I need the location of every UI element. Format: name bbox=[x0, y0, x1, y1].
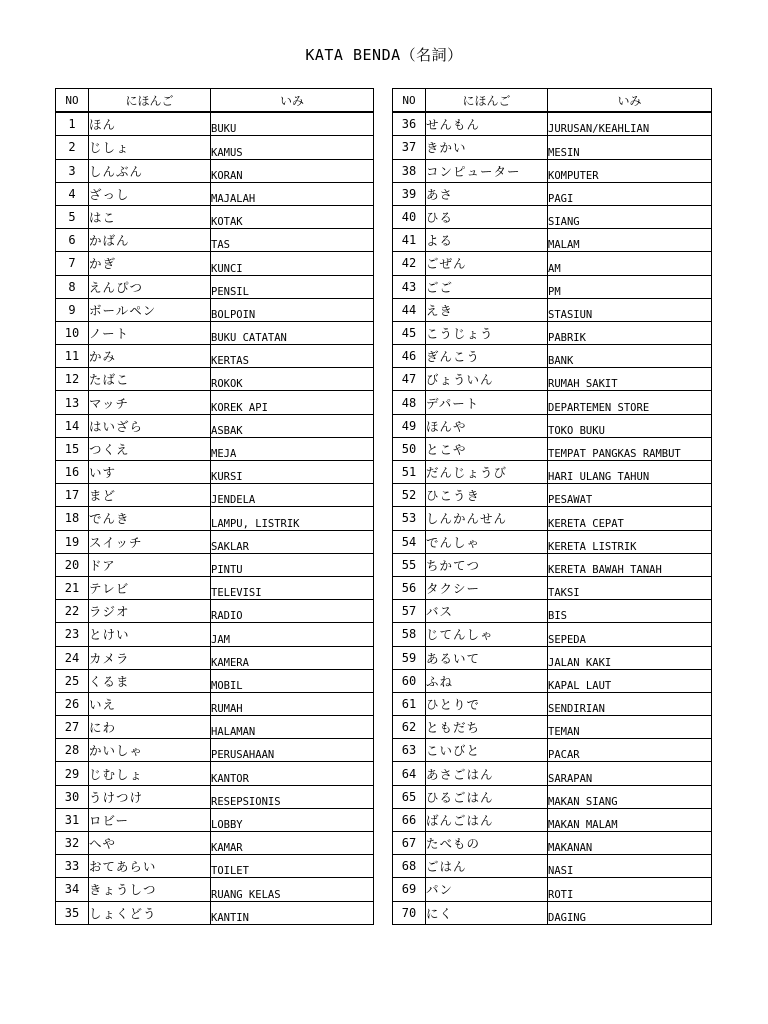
cell-japanese: はこ bbox=[89, 205, 211, 228]
table-row bbox=[393, 414, 712, 437]
cell-japanese: かみ bbox=[89, 345, 211, 368]
cell-meaning: TEMPAT PANGKAS RAMBUT bbox=[548, 437, 712, 460]
table-row bbox=[393, 692, 712, 715]
cell-meaning: NASI bbox=[548, 855, 712, 878]
cell-meaning: PM bbox=[548, 275, 712, 298]
cell-meaning: SARAPAN bbox=[548, 762, 712, 785]
cell-number: 23 bbox=[56, 623, 89, 646]
table-row bbox=[56, 808, 374, 831]
cell-meaning: MEJA bbox=[211, 437, 374, 460]
cell-number: 50 bbox=[393, 437, 426, 460]
table-row bbox=[393, 437, 712, 460]
cell-meaning: PESAWAT bbox=[548, 484, 712, 507]
cell-number: 32 bbox=[56, 832, 89, 855]
cell-number: 57 bbox=[393, 600, 426, 623]
table-row bbox=[56, 298, 374, 321]
cell-japanese: かいしゃ bbox=[89, 739, 211, 762]
cell-meaning: RUMAH SAKIT bbox=[548, 368, 712, 391]
cell-japanese: ひとりで bbox=[426, 692, 548, 715]
table-row bbox=[393, 785, 712, 808]
table-row bbox=[56, 461, 374, 484]
cell-meaning: ASBAK bbox=[211, 414, 374, 437]
cell-japanese: コンピューター bbox=[426, 159, 548, 182]
cell-number: 12 bbox=[56, 368, 89, 391]
cell-number: 58 bbox=[393, 623, 426, 646]
table-row bbox=[393, 136, 712, 159]
cell-number: 11 bbox=[56, 345, 89, 368]
cell-meaning: DAGING bbox=[548, 901, 712, 924]
cell-meaning: PERUSAHAAN bbox=[211, 739, 374, 762]
header-meaning: いみ bbox=[548, 89, 712, 113]
cell-meaning: PABRIK bbox=[548, 321, 712, 344]
table-row bbox=[393, 368, 712, 391]
cell-number: 61 bbox=[393, 692, 426, 715]
cell-japanese: せんもん bbox=[426, 112, 548, 136]
cell-number: 51 bbox=[393, 461, 426, 484]
cell-number: 5 bbox=[56, 205, 89, 228]
cell-japanese: ドア bbox=[89, 553, 211, 576]
table-row bbox=[56, 901, 374, 924]
cell-meaning: TELEVISI bbox=[211, 576, 374, 599]
cell-japanese: かばん bbox=[89, 229, 211, 252]
cell-japanese: あさごはん bbox=[426, 762, 548, 785]
cell-number: 40 bbox=[393, 205, 426, 228]
table-row bbox=[56, 716, 374, 739]
table-row bbox=[393, 112, 712, 136]
table-row bbox=[393, 623, 712, 646]
cell-meaning: ROTI bbox=[548, 878, 712, 901]
table-row bbox=[393, 901, 712, 924]
cell-meaning: HALAMAN bbox=[211, 716, 374, 739]
cell-meaning: MAJALAH bbox=[211, 182, 374, 205]
cell-japanese: えき bbox=[426, 298, 548, 321]
table-row bbox=[393, 484, 712, 507]
cell-meaning: KANTOR bbox=[211, 762, 374, 785]
cell-number: 39 bbox=[393, 182, 426, 205]
cell-meaning: HARI ULANG TAHUN bbox=[548, 461, 712, 484]
cell-japanese: でんしゃ bbox=[426, 530, 548, 553]
cell-meaning: JENDELA bbox=[211, 484, 374, 507]
cell-meaning: PINTU bbox=[211, 553, 374, 576]
table-row bbox=[393, 600, 712, 623]
table-row bbox=[56, 345, 374, 368]
table-row bbox=[393, 808, 712, 831]
cell-japanese: しんかんせん bbox=[426, 507, 548, 530]
cell-number: 29 bbox=[56, 762, 89, 785]
cell-japanese: マッチ bbox=[89, 391, 211, 414]
cell-japanese: ラジオ bbox=[89, 600, 211, 623]
cell-meaning: KERETA LISTRIK bbox=[548, 530, 712, 553]
cell-japanese: しんぶん bbox=[89, 159, 211, 182]
cell-japanese: とこや bbox=[426, 437, 548, 460]
cell-meaning: TOILET bbox=[211, 855, 374, 878]
cell-japanese: つくえ bbox=[89, 437, 211, 460]
table-row bbox=[56, 112, 374, 136]
table-row bbox=[393, 646, 712, 669]
cell-meaning: BUKU bbox=[211, 112, 374, 136]
header-no: NO bbox=[393, 89, 426, 113]
cell-meaning: RADIO bbox=[211, 600, 374, 623]
table-row bbox=[393, 275, 712, 298]
cell-number: 31 bbox=[56, 808, 89, 831]
cell-japanese: よる bbox=[426, 229, 548, 252]
table-row bbox=[56, 484, 374, 507]
cell-number: 27 bbox=[56, 716, 89, 739]
table-row bbox=[393, 553, 712, 576]
cell-meaning: KERETA BAWAH TANAH bbox=[548, 553, 712, 576]
table-row bbox=[56, 692, 374, 715]
cell-number: 48 bbox=[393, 391, 426, 414]
cell-japanese: おてあらい bbox=[89, 855, 211, 878]
table-row bbox=[56, 530, 374, 553]
cell-japanese: にわ bbox=[89, 716, 211, 739]
cell-meaning: KUNCI bbox=[211, 252, 374, 275]
cell-number: 62 bbox=[393, 716, 426, 739]
cell-japanese: ふね bbox=[426, 669, 548, 692]
table-row bbox=[56, 368, 374, 391]
table-row bbox=[56, 437, 374, 460]
cell-japanese: いす bbox=[89, 461, 211, 484]
cell-meaning: JAM bbox=[211, 623, 374, 646]
cell-japanese: じてんしゃ bbox=[426, 623, 548, 646]
cell-number: 10 bbox=[56, 321, 89, 344]
cell-japanese: へや bbox=[89, 832, 211, 855]
cell-japanese: ともだち bbox=[426, 716, 548, 739]
cell-number: 8 bbox=[56, 275, 89, 298]
table-row bbox=[56, 414, 374, 437]
cell-number: 20 bbox=[56, 553, 89, 576]
cell-meaning: TOKO BUKU bbox=[548, 414, 712, 437]
cell-japanese: ひる bbox=[426, 205, 548, 228]
cell-japanese: ばんごはん bbox=[426, 808, 548, 831]
cell-number: 17 bbox=[56, 484, 89, 507]
cell-number: 49 bbox=[393, 414, 426, 437]
table-row bbox=[56, 391, 374, 414]
cell-number: 21 bbox=[56, 576, 89, 599]
cell-japanese: タクシー bbox=[426, 576, 548, 599]
cell-meaning: MOBIL bbox=[211, 669, 374, 692]
table-row bbox=[393, 252, 712, 275]
cell-japanese: うけつけ bbox=[89, 785, 211, 808]
cell-number: 69 bbox=[393, 878, 426, 901]
table-row bbox=[56, 321, 374, 344]
cell-meaning: SENDIRIAN bbox=[548, 692, 712, 715]
cell-number: 3 bbox=[56, 159, 89, 182]
cell-number: 55 bbox=[393, 553, 426, 576]
table-row bbox=[56, 669, 374, 692]
table-row bbox=[56, 229, 374, 252]
table-row bbox=[393, 229, 712, 252]
cell-number: 15 bbox=[56, 437, 89, 460]
table-row bbox=[393, 321, 712, 344]
cell-japanese: ごぜん bbox=[426, 252, 548, 275]
cell-japanese: スイッチ bbox=[89, 530, 211, 553]
cell-number: 25 bbox=[56, 669, 89, 692]
cell-number: 22 bbox=[56, 600, 89, 623]
cell-meaning: STASIUN bbox=[548, 298, 712, 321]
table-row bbox=[56, 182, 374, 205]
cell-number: 47 bbox=[393, 368, 426, 391]
cell-japanese: バス bbox=[426, 600, 548, 623]
cell-japanese: あるいて bbox=[426, 646, 548, 669]
table-row bbox=[56, 832, 374, 855]
vocab-table-left-body bbox=[56, 112, 374, 924]
cell-meaning: MAKANAN bbox=[548, 832, 712, 855]
cell-meaning: BOLPOIN bbox=[211, 298, 374, 321]
cell-meaning: RUMAH bbox=[211, 692, 374, 715]
cell-japanese: パン bbox=[426, 878, 548, 901]
cell-meaning: MAKAN SIANG bbox=[548, 785, 712, 808]
cell-number: 64 bbox=[393, 762, 426, 785]
cell-number: 63 bbox=[393, 739, 426, 762]
cell-japanese: テレビ bbox=[89, 576, 211, 599]
cell-meaning: JALAN KAKI bbox=[548, 646, 712, 669]
table-row bbox=[56, 762, 374, 785]
cell-number: 33 bbox=[56, 855, 89, 878]
cell-number: 46 bbox=[393, 345, 426, 368]
cell-japanese: ひるごはん bbox=[426, 785, 548, 808]
cell-meaning: ROKOK bbox=[211, 368, 374, 391]
cell-meaning: MAKAN MALAM bbox=[548, 808, 712, 831]
cell-japanese: ごご bbox=[426, 275, 548, 298]
table-row bbox=[56, 252, 374, 275]
cell-number: 16 bbox=[56, 461, 89, 484]
cell-meaning: KAMAR bbox=[211, 832, 374, 855]
cell-number: 28 bbox=[56, 739, 89, 762]
cell-meaning: KERETA CEPAT bbox=[548, 507, 712, 530]
cell-japanese: ちかてつ bbox=[426, 553, 548, 576]
cell-number: 9 bbox=[56, 298, 89, 321]
cell-japanese: きょうしつ bbox=[89, 878, 211, 901]
table-row bbox=[393, 345, 712, 368]
page-title: KATA BENDA（名詞） bbox=[305, 46, 463, 64]
cell-meaning: SAKLAR bbox=[211, 530, 374, 553]
cell-japanese: にく bbox=[426, 901, 548, 924]
cell-meaning: KOREK API bbox=[211, 391, 374, 414]
cell-meaning: JURUSAN/KEAHLIAN bbox=[548, 112, 712, 136]
table-row bbox=[393, 878, 712, 901]
table-row bbox=[56, 623, 374, 646]
cell-japanese: かぎ bbox=[89, 252, 211, 275]
cell-meaning: LAMPU, LISTRIK bbox=[211, 507, 374, 530]
cell-meaning: DEPARTEMEN STORE bbox=[548, 391, 712, 414]
cell-meaning: PAGI bbox=[548, 182, 712, 205]
table-row bbox=[393, 507, 712, 530]
cell-number: 36 bbox=[393, 112, 426, 136]
cell-japanese: じしょ bbox=[89, 136, 211, 159]
table-row bbox=[56, 600, 374, 623]
cell-japanese: あさ bbox=[426, 182, 548, 205]
cell-number: 37 bbox=[393, 136, 426, 159]
cell-japanese: たばこ bbox=[89, 368, 211, 391]
table-row bbox=[56, 878, 374, 901]
cell-meaning: AM bbox=[548, 252, 712, 275]
cell-number: 14 bbox=[56, 414, 89, 437]
table-row bbox=[393, 159, 712, 182]
table-row bbox=[56, 275, 374, 298]
cell-number: 66 bbox=[393, 808, 426, 831]
table-row bbox=[56, 785, 374, 808]
cell-number: 1 bbox=[56, 112, 89, 136]
cell-number: 44 bbox=[393, 298, 426, 321]
table-row bbox=[393, 716, 712, 739]
table-row bbox=[393, 576, 712, 599]
cell-number: 68 bbox=[393, 855, 426, 878]
cell-japanese: ほん bbox=[89, 112, 211, 136]
table-row bbox=[56, 136, 374, 159]
cell-japanese: じむしょ bbox=[89, 762, 211, 785]
vocab-table-right-body bbox=[393, 112, 712, 924]
cell-meaning: PENSIL bbox=[211, 275, 374, 298]
cell-japanese: びょういん bbox=[426, 368, 548, 391]
cell-japanese: ざっし bbox=[89, 182, 211, 205]
header-japanese: にほんご bbox=[426, 89, 548, 113]
table-row bbox=[393, 205, 712, 228]
cell-meaning: MALAM bbox=[548, 229, 712, 252]
cell-meaning: BIS bbox=[548, 600, 712, 623]
cell-meaning: TAS bbox=[211, 229, 374, 252]
cell-meaning: BANK bbox=[548, 345, 712, 368]
cell-meaning: RUANG KELAS bbox=[211, 878, 374, 901]
cell-japanese: ボールペン bbox=[89, 298, 211, 321]
table-row bbox=[393, 855, 712, 878]
cell-japanese: ほんや bbox=[426, 414, 548, 437]
cell-japanese: まど bbox=[89, 484, 211, 507]
cell-meaning: LOBBY bbox=[211, 808, 374, 831]
cell-number: 38 bbox=[393, 159, 426, 182]
cell-japanese: えんぴつ bbox=[89, 275, 211, 298]
cell-number: 56 bbox=[393, 576, 426, 599]
header-japanese: にほんご bbox=[89, 89, 211, 113]
table-row bbox=[56, 576, 374, 599]
cell-japanese: はいざら bbox=[89, 414, 211, 437]
cell-number: 41 bbox=[393, 229, 426, 252]
cell-japanese: しょくどう bbox=[89, 901, 211, 924]
cell-meaning: KAPAL LAUT bbox=[548, 669, 712, 692]
table-row bbox=[56, 553, 374, 576]
table-row bbox=[56, 507, 374, 530]
cell-number: 53 bbox=[393, 507, 426, 530]
cell-number: 54 bbox=[393, 530, 426, 553]
cell-meaning: KURSI bbox=[211, 461, 374, 484]
cell-number: 6 bbox=[56, 229, 89, 252]
cell-number: 2 bbox=[56, 136, 89, 159]
cell-japanese: こいびと bbox=[426, 739, 548, 762]
cell-meaning: KAMUS bbox=[211, 136, 374, 159]
cell-japanese: こうじょう bbox=[426, 321, 548, 344]
table-row bbox=[393, 832, 712, 855]
cell-meaning: KERTAS bbox=[211, 345, 374, 368]
cell-meaning: KOTAK bbox=[211, 205, 374, 228]
cell-number: 30 bbox=[56, 785, 89, 808]
cell-number: 65 bbox=[393, 785, 426, 808]
cell-meaning: PACAR bbox=[548, 739, 712, 762]
cell-japanese: でんき bbox=[89, 507, 211, 530]
table-header-row bbox=[56, 89, 374, 113]
cell-number: 67 bbox=[393, 832, 426, 855]
table-row bbox=[393, 669, 712, 692]
cell-number: 52 bbox=[393, 484, 426, 507]
cell-number: 59 bbox=[393, 646, 426, 669]
cell-meaning: BUKU CATATAN bbox=[211, 321, 374, 344]
cell-meaning: MESIN bbox=[548, 136, 712, 159]
cell-japanese: カメラ bbox=[89, 646, 211, 669]
cell-japanese: きかい bbox=[426, 136, 548, 159]
header-meaning: いみ bbox=[211, 89, 374, 113]
cell-japanese: ひこうき bbox=[426, 484, 548, 507]
cell-japanese: いえ bbox=[89, 692, 211, 715]
table-header-row bbox=[393, 89, 712, 113]
cell-number: 70 bbox=[393, 901, 426, 924]
table-row bbox=[56, 159, 374, 182]
cell-meaning: KAMERA bbox=[211, 646, 374, 669]
cell-japanese: だんじょうび bbox=[426, 461, 548, 484]
cell-japanese: くるま bbox=[89, 669, 211, 692]
table-row bbox=[393, 391, 712, 414]
cell-meaning: KOMPUTER bbox=[548, 159, 712, 182]
cell-number: 35 bbox=[56, 901, 89, 924]
cell-number: 18 bbox=[56, 507, 89, 530]
cell-meaning: TAKSI bbox=[548, 576, 712, 599]
cell-japanese: ぎんこう bbox=[426, 345, 548, 368]
cell-number: 26 bbox=[56, 692, 89, 715]
cell-number: 43 bbox=[393, 275, 426, 298]
cell-number: 19 bbox=[56, 530, 89, 553]
table-row bbox=[393, 762, 712, 785]
header-no: NO bbox=[56, 89, 89, 113]
table-row bbox=[393, 298, 712, 321]
cell-number: 24 bbox=[56, 646, 89, 669]
cell-japanese: デパート bbox=[426, 391, 548, 414]
cell-japanese: ノート bbox=[89, 321, 211, 344]
cell-japanese: たべもの bbox=[426, 832, 548, 855]
cell-japanese: ロビー bbox=[89, 808, 211, 831]
cell-number: 7 bbox=[56, 252, 89, 275]
cell-meaning: SIANG bbox=[548, 205, 712, 228]
cell-number: 13 bbox=[56, 391, 89, 414]
cell-japanese: ごはん bbox=[426, 855, 548, 878]
cell-meaning: TEMAN bbox=[548, 716, 712, 739]
table-row bbox=[56, 646, 374, 669]
cell-meaning: RESEPSIONIS bbox=[211, 785, 374, 808]
vocab-table-left bbox=[55, 88, 374, 925]
cell-japanese: とけい bbox=[89, 623, 211, 646]
table-row bbox=[393, 182, 712, 205]
table-row bbox=[393, 461, 712, 484]
cell-meaning: KORAN bbox=[211, 159, 374, 182]
table-row bbox=[393, 530, 712, 553]
table-row bbox=[56, 205, 374, 228]
cell-number: 4 bbox=[56, 182, 89, 205]
cell-number: 45 bbox=[393, 321, 426, 344]
cell-meaning: KANTIN bbox=[211, 901, 374, 924]
cell-number: 34 bbox=[56, 878, 89, 901]
table-row bbox=[56, 855, 374, 878]
cell-number: 60 bbox=[393, 669, 426, 692]
vocab-table-right bbox=[392, 88, 712, 925]
table-row bbox=[56, 739, 374, 762]
table-row bbox=[393, 739, 712, 762]
cell-number: 42 bbox=[393, 252, 426, 275]
cell-meaning: SEPEDA bbox=[548, 623, 712, 646]
